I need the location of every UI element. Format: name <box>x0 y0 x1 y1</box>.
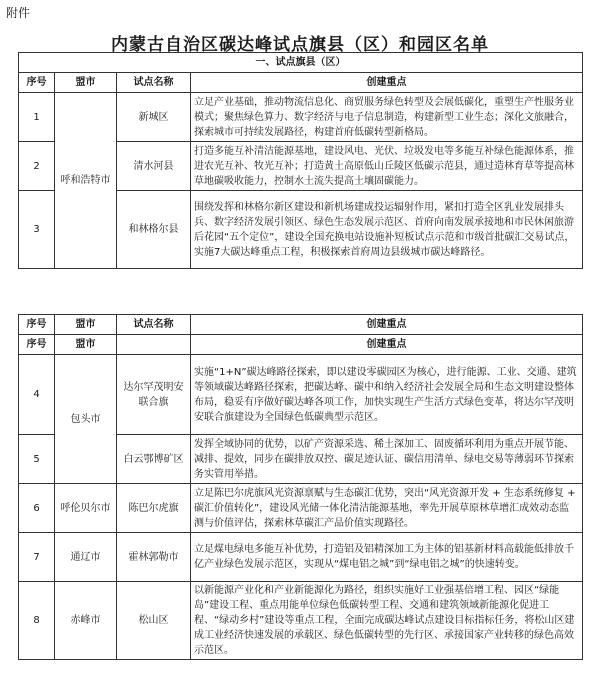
table-header-row <box>19 73 583 93</box>
header-pilot-name: 试点名称 <box>117 73 191 93</box>
row-no: 2 <box>19 142 55 191</box>
row-league: 呼和浩特市 <box>55 93 117 269</box>
subheader-pilot-name <box>117 335 191 355</box>
header-no: 序号 <box>19 315 55 335</box>
attachment-label: 附件 <box>6 6 31 20</box>
pilot-counties-table <box>18 52 583 269</box>
row-pilot-name: 新城区 <box>117 93 191 142</box>
row-no: 8 <box>19 582 55 660</box>
header-focus: 创建重点 <box>191 315 583 335</box>
document-title: 内蒙古自治区碳达峰试点旗县（区）和园区名单 <box>111 35 489 55</box>
row-focus: 实施“1+N”碳达峰路径探索，即以建设零碳园区为核心，进行能源、工业、交通、建筑等领域碳达峰路径探索，把碳达峰、碳中和纳入经济社会发展全局和生态文明建设整体布局，稳妥有序做好碳达峰各项工作，加快实现生产生活方式绿色变革，将达尔罕茂明安联合旗建设为全国绿色低碳典型示范区。 <box>191 355 583 435</box>
row-league: 呼伦贝尔市 <box>55 484 117 533</box>
table-row <box>19 484 583 533</box>
row-no: 6 <box>19 484 55 533</box>
row-no: 5 <box>19 435 55 484</box>
row-league: 赤峰市 <box>55 582 117 660</box>
table-subheader-row <box>19 335 583 355</box>
row-focus: 立足陈巴尔虎旗风光资源禀赋与生态碳汇优势，突出“风光资源开发 + 生态系统修复 + 碳汇价值转化”，建设风光储一体化清洁能源基地，率先开展草原林草增汇成效动态监测与价值评估，探索林草碳汇产品价值实现路径。 <box>191 484 583 533</box>
row-focus: 围绕发挥和林格尔新区建设和新机场建成投运辐射作用，紧扣打造全区乳业发展排头兵、数字经济发展引领区、绿色生态发展示范区、首府向南发展承接地和市民休闲旅游后花园“五个定位”，建设全国充换电站设施补短板试点示范和市级首批碳汇交易试点，实施7大碳达峰重点工程，积极探索首府周边县级城市碳达峰路径。 <box>191 191 583 269</box>
table-row <box>19 533 583 582</box>
table-row <box>19 93 583 142</box>
row-focus: 打造多能互补清洁能源基地，建设风电、光伏、垃圾发电等多能互补绿色能源体系，推进农光互补、牧光互补；打造黄土高原低山丘陵区低碳示范县，通过造林育草等提高林草地碳吸收能力，控制水土流失提高土壤固碳能力。 <box>191 142 583 191</box>
header-league: 盟市 <box>55 315 117 335</box>
table-row <box>19 582 583 660</box>
row-no: 7 <box>19 533 55 582</box>
pilot-counties-table-continued <box>18 314 583 660</box>
table-header-row <box>19 315 583 335</box>
section-title: 一、试点旗县（区） <box>19 53 583 73</box>
row-pilot-name: 霍林郭勒市 <box>117 533 191 582</box>
row-focus: 发挥全域协同的优势，以矿产资源采选、稀土深加工、固废循环利用为重点开展节能、减排、提效，同步在碳排放双控、碳足迹认证、碳信用清单、绿电交易等薄弱环节探索务实管用举措。 <box>191 435 583 484</box>
row-no: 3 <box>19 191 55 269</box>
row-pilot-name: 白云鄂博矿区 <box>117 435 191 484</box>
row-focus: 立足煤电绿电多能互补优势，打造铝及铝精深加工为主体的铝基新材料高载能低排放千亿产业绿色发展示范区，实现从“煤电铝之城”到“绿电铝之城”的快速转变。 <box>191 533 583 582</box>
row-league: 包头市 <box>55 355 117 484</box>
row-league: 通辽市 <box>55 533 117 582</box>
row-no: 4 <box>19 355 55 435</box>
row-pilot-name: 陈巴尔虎旗 <box>117 484 191 533</box>
row-focus: 立足产业基础，推动物流信息化、商贸服务绿色转型及会展低碳化，重塑生产性服务业模式；聚焦绿色算力、数字经济与电子信息制造，构建新型工业生态；深化文旅融合，探索城市可持续发展路径，构建首府低碳转型新格局。 <box>191 93 583 142</box>
header-focus: 创建重点 <box>191 73 583 93</box>
row-pilot-name: 松山区 <box>117 582 191 660</box>
row-pilot-name: 和林格尔县 <box>117 191 191 269</box>
subheader-league: 盟市 <box>55 335 117 355</box>
row-pilot-name: 达尔罕茂明安联合旗 <box>117 355 191 435</box>
subheader-no: 序号 <box>19 335 55 355</box>
header-no: 序号 <box>19 73 55 93</box>
row-pilot-name: 清水河县 <box>117 142 191 191</box>
header-league: 盟市 <box>55 73 117 93</box>
table-row <box>19 355 583 435</box>
row-focus: 以新能源产业化和产业新能源化为路径，组织实施好工业强基倍增工程、园区“绿能岛”建设工程、重点用能单位绿色低碳转型工程、交通和建筑领域新能源化促进工程、“绿动乡村”建设等重点工程，全面完成碳达峰试点建设目标指标任务，将松山区建成工业经济快速发展的承载区、绿色低碳转型的先行区、承接国家产业转移的绿色高效示范区。 <box>191 582 583 660</box>
header-pilot-name: 试点名称 <box>117 315 191 335</box>
row-no: 1 <box>19 93 55 142</box>
subheader-focus: 创建重点 <box>191 335 583 355</box>
